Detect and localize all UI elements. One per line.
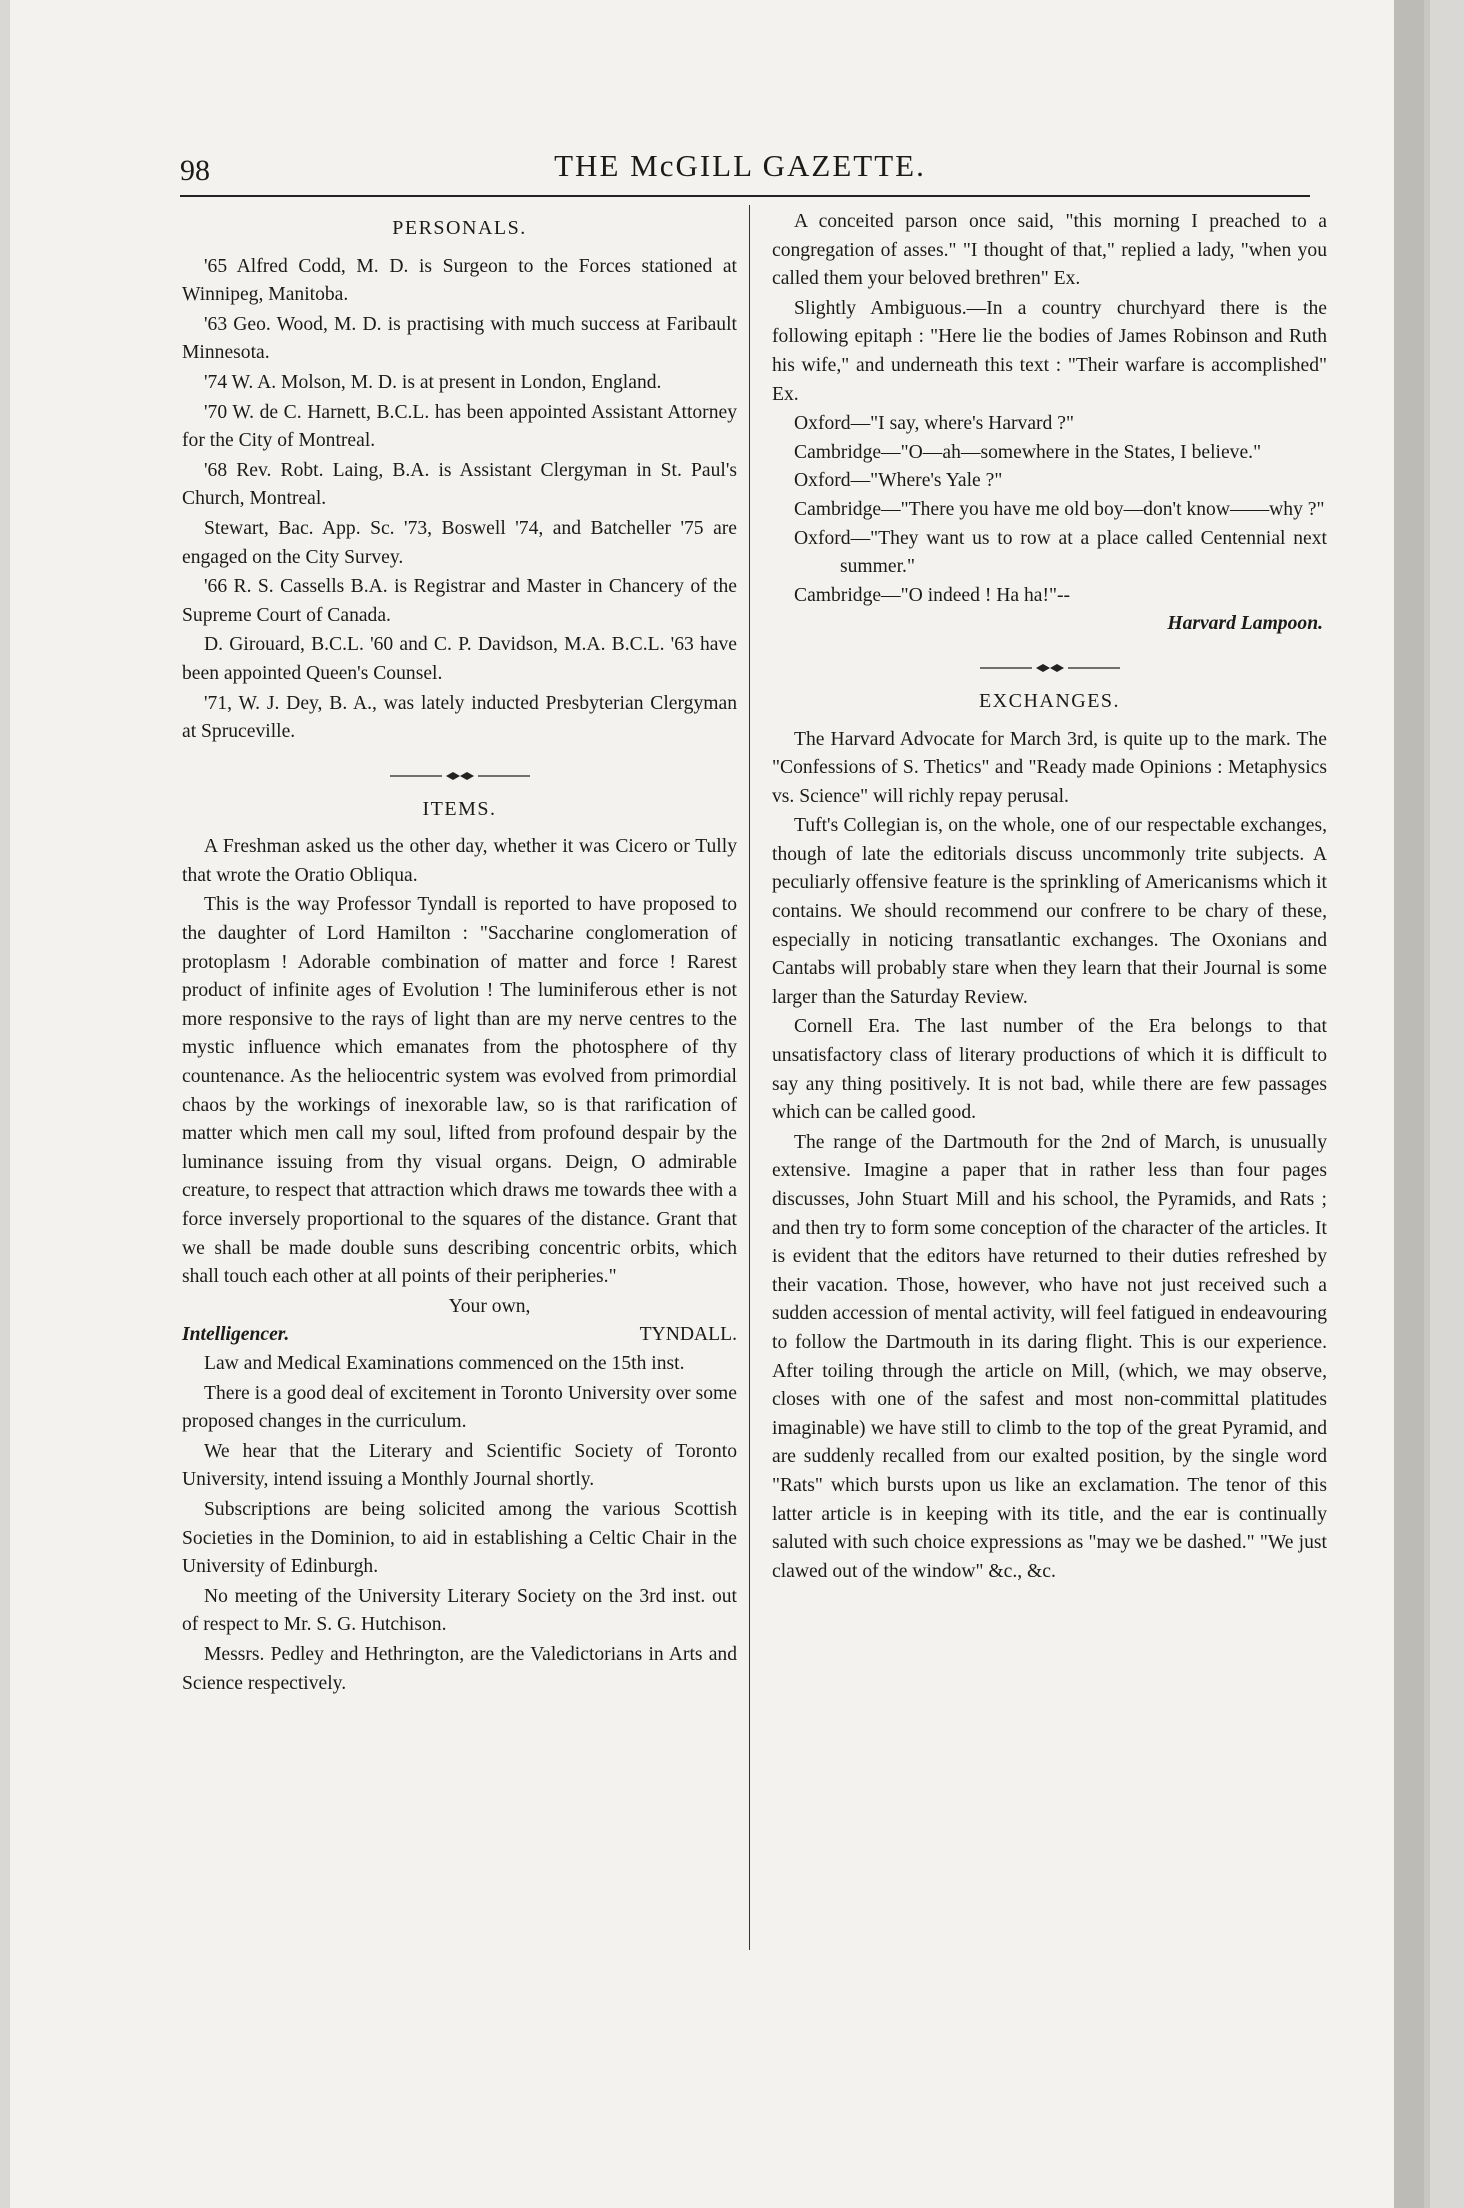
running-title: THE McGILL GAZETTE. bbox=[554, 148, 926, 183]
personal-item: '71, W. J. Dey, B. A., was lately inducted Presbyterian Clergyman at Spruceville. bbox=[182, 692, 737, 743]
dialogue-line: Cambridge—"There you have me old boy—don't know——why ?" bbox=[794, 498, 1325, 520]
exchange-paragraph: Cornell Era. The last number of the Era belongs to that unsatisfactory class of literary productions of which it is difficult to say any thing positively. It is not bad, while there are few passages which can be called good. bbox=[772, 1016, 1327, 1124]
column-divider bbox=[749, 205, 750, 1950]
item-paragraph: There is a good deal of excitement in Toronto University over some proposed changes in the curriculum. bbox=[182, 1382, 737, 1433]
dialogue-line: Cambridge—"O—ah—somewhere in the States, I believe." bbox=[794, 441, 1262, 463]
personal-item: '65 Alfred Codd, M. D. is Surgeon to the Forces stationed at Winnipeg, Manitoba. bbox=[182, 255, 737, 306]
header-rule bbox=[180, 195, 1310, 197]
personal-item: '63 Geo. Wood, M. D. is practising with much success at Faribault Minnesota. bbox=[182, 313, 737, 364]
item-paragraph: This is the way Professor Tyndall is reported to have proposed to the daughter of Lord Hamilton : "Saccharine conglomeration of protoplasm ! Adorable combination of matter and force ! Rarest product of infinite ages of Evolution ! The luminiferous ether is not more responsive to the rays of light than are my nerve centres to the mystic influence which emanates from the photosphere of thy countenance. As the heliocentric system was evolved from primordial chaos by the workings of inexorable law, so is that rarification of matter which men call my soul, lifted from profound despair by the luminance issuing from thy visual organs. Deign, O admirable creature, to respect that attraction which draws me towards thee with a force inversely proportional to the squares of the distance. Grant that we shall be made double suns describing concentric orbits, which shall touch each other at all points of their peripheries." bbox=[182, 894, 737, 1288]
dialogue-line: Oxford—"They want us to row at a place called Centennial next summer." bbox=[794, 527, 1327, 578]
personal-item: Stewart, Bac. App. Sc. '73, Boswell '74, and Batcheller '75 are engaged on the City Survey. bbox=[182, 517, 737, 568]
section-ornament bbox=[390, 769, 530, 783]
personal-item: '70 W. de C. Harnett, B.C.L. has been appointed Assistant Attorney for the City of Montreal. bbox=[182, 401, 737, 452]
signoff-name: TYNDALL. bbox=[639, 1324, 737, 1346]
item-paragraph: A Freshman asked us the other day, whether it was Cicero or Tully that wrote the Oratio Obliqua. bbox=[182, 836, 737, 886]
signoff-row bbox=[182, 1321, 737, 1350]
dialogue-line: Cambridge—"O indeed ! Ha ha!"-- bbox=[794, 584, 1071, 606]
dialogue-line: Oxford—"I say, where's Harvard ?" bbox=[794, 413, 1074, 435]
signoff-source: Intelligencer. bbox=[182, 1324, 290, 1346]
gazette-page bbox=[10, 0, 1430, 2208]
dialogue-line: Oxford—"Where's Yale ?" bbox=[794, 470, 1003, 492]
exchange-paragraph: The Harvard Advocate for March 3rd, is quite up to the mark. The "Confessions of S. Thetics" and "Ready made Opinions : Metaphysics vs. Science" will richly repay perusal. bbox=[772, 728, 1327, 807]
anecdote-paragraph: Slightly Ambiguous.—In a country churchyard there is the following epitaph : "Here lie the bodies of James Robinson and Ruth his wife," and underneath this text : "Their warfare is accomplished" Ex. bbox=[772, 297, 1327, 405]
section-ornament bbox=[980, 661, 1120, 675]
anecdote-attribution: Harvard Lampoon. bbox=[1167, 613, 1323, 635]
exchange-paragraph: The range of the Dartmouth for the 2nd of March, is unusually extensive. Imagine a paper that in rather less than four pages discusses, John Stuart Mill and his school, the Pyramids, and Rats ; and then try to form some conception of the character of the articles. It is evident that the editors have returned to their duties refreshed by their vacation. Those, however, who have not just received such a sudden accession of mental activity, will feel fatigued in endeavouring to follow the Dartmouth in its daring flight. This is our experience. After toiling through the article on Mill, (which, we may observe, closes with one of the safest and most non-committal platitudes imaginable) we have still to climb to the top of the great Pyramid, and are suddenly recalled from our exalted position, by the single word "Rats" which bursts upon us like an exclamation. The tenor of this latter article is in keeping with its title, and the ear is continually saluted with such choice expressions as "may we be dashed." "We just clawed out of the window" &c., &c. bbox=[772, 1131, 1327, 1582]
item-paragraph: No meeting of the University Literary Society on the 3rd inst. out of respect to Mr. S. G. Hutchison. bbox=[182, 1585, 737, 1636]
page-header bbox=[170, 148, 1310, 190]
personal-item: D. Girouard, B.C.L. '60 and C. P. Davidson, M.A. B.C.L. '63 have been appointed Queen's Counsel. bbox=[182, 634, 737, 684]
anecdote-paragraph: A conceited parson once said, "this morning I preached to a congregation of asses." "I thought of that," replied a lady, "when you called them your beloved brethren" Ex. bbox=[772, 211, 1327, 290]
item-paragraph: Law and Medical Examinations commenced on the 15th inst. bbox=[204, 1352, 685, 1374]
exchanges-heading: EXCHANGES. bbox=[978, 689, 1121, 712]
exchange-paragraph: Tuft's Collegian is, on the whole, one of our respectable exchanges, though of late the editorials discuss uncommonly trite subjects. A peculiarly offensive feature is the sprinkling of Americanisms which it contains. We should recommend our confrere to be chary of these, especially in noticing transatlantic exchanges. The Oxonians and Cantabs will probably stare when they learn that their Journal is some larger than the Saturday Review. bbox=[772, 815, 1327, 1008]
right-column bbox=[772, 208, 1327, 1587]
item-paragraph: Messrs. Pedley and Hethrington, are the Valedictorians in Arts and Science respectively. bbox=[182, 1643, 737, 1694]
personal-item: '74 W. A. Molson, M. D. is at present in London, England. bbox=[204, 371, 662, 393]
left-column bbox=[182, 208, 737, 1699]
page-edge-shadow bbox=[1394, 0, 1424, 2208]
items-heading: ITEMS. bbox=[422, 797, 497, 820]
personals-heading: PERSONALS. bbox=[392, 217, 527, 239]
item-paragraph: Subscriptions are being solicited among the various Scottish Societies in the Dominion, to aid in establishing a Celtic Chair in the University of Edinburgh. bbox=[182, 1498, 737, 1578]
personal-item: '68 Rev. Robt. Laing, B.A. is Assistant Clergyman in St. Paul's Church, Montreal. bbox=[182, 459, 737, 510]
item-paragraph: We hear that the Literary and Scientific Society of Toronto University, intend issuing a Monthly Journal shortly. bbox=[182, 1440, 737, 1491]
signoff-your-own: Your own, bbox=[448, 1295, 531, 1317]
page-number: 98 bbox=[180, 154, 210, 187]
personal-item: '66 R. S. Cassells B.A. is Registrar and Master in Chancery of the Supreme Court of Canada. bbox=[182, 576, 737, 626]
